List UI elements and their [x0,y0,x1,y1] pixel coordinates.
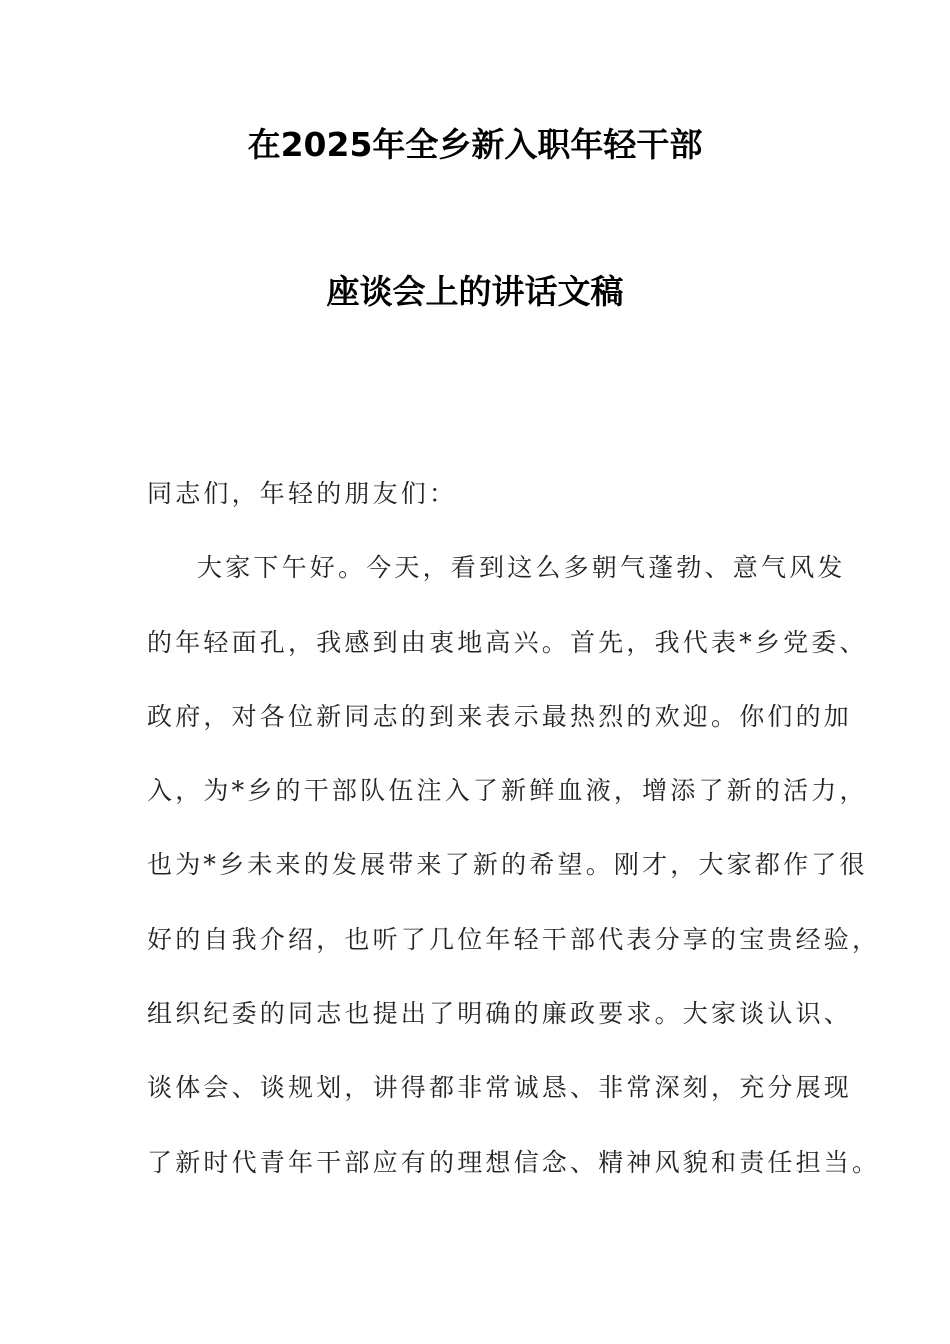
paragraph-line: 入，为*乡的干部队伍注入了新鲜血液，增添了新的活力， [147,776,868,806]
document-title-line-2: 座谈会上的讲话文稿 [326,272,624,311]
paragraph-line: 了新时代青年干部应有的理想信念、精神风貌和责任担当。 [147,1147,881,1177]
document-title-line-1: 在2025年全乡新入职年轻干部 [247,125,703,164]
paragraph-line: 大家下午好。今天，看到这么多朝气蓬勃、意气风发 [197,553,846,583]
paragraph-line: 好的自我介绍，也听了几位年轻干部代表分享的宝贵经验， [147,924,881,954]
paragraph-line: 也为*乡未来的发展带来了新的希望。刚才，大家都作了很 [147,850,868,880]
document-body [147,474,881,1217]
paragraph-line: 谈体会、谈规划，讲得都非常诚恳、非常深刻，充分展现 [147,1073,853,1103]
paragraph-line: 政府，对各位新同志的到来表示最热烈的欢迎。你们的加 [147,701,853,731]
paragraph-line: 的年轻面孔，我感到由衷地高兴。首先，我代表*乡党委、 [147,627,868,657]
paragraph-line: 组织纪委的同志也提出了明确的廉政要求。大家谈认识、 [147,999,853,1029]
salutation: 同志们，年轻的朋友们： [147,479,458,508]
